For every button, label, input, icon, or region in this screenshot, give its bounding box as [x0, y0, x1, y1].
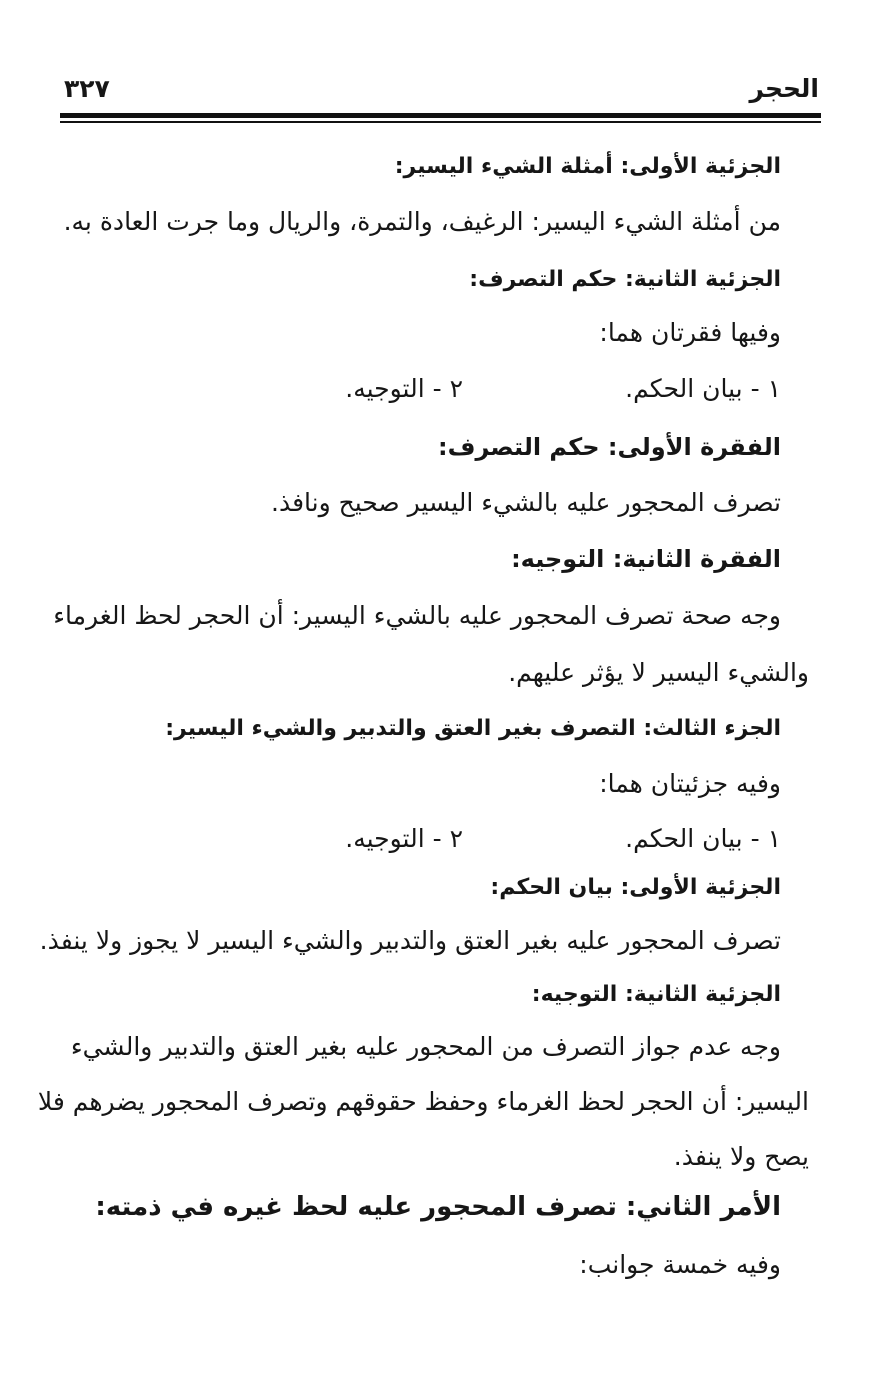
subheading-first-paragraph: الفقرة الأولى: حكم التصرف: — [437, 433, 781, 461]
subheading-third-part: الجزء الثالث: التصرف بغير العتق والتدبير والشيء اليسير: — [165, 716, 781, 741]
header-rule-thin — [60, 121, 821, 123]
paragraph-line: اليسير: أن الحجر لحظ الغرماء وحفظ حقوقهم وتصرف المحجور يضرهم فلا — [37, 1087, 809, 1116]
paragraph-line: والشيء اليسير لا يؤثر عليهم. — [508, 658, 809, 687]
subheading-ruling: الجزئية الثانية: حكم التصرف: — [469, 267, 781, 292]
running-header-title: الحجر — [749, 74, 819, 103]
list-item: ١ - بيان الحكم. — [625, 824, 781, 853]
paragraph-line: وجه عدم جواز التصرف من المحجور عليه بغير العتق والتدبير والشيء — [70, 1032, 781, 1061]
paragraph-line: من أمثلة الشيء اليسير: الرغيف، والتمرة، والريال وما جرت العادة به. — [63, 207, 781, 236]
paragraph-line: وفيه جزئيتان هما: — [599, 769, 781, 798]
subheading-ruling-statement: الجزئية الأولى: بيان الحكم: — [490, 875, 781, 900]
list-item: ٢ - التوجيه. — [345, 824, 463, 853]
section-heading-second-matter: الأمر الثاني: تصرف المحجور عليه لحظ غيره في ذمته: — [95, 1192, 781, 1222]
paragraph-line: وفيه خمسة جوانب: — [579, 1250, 781, 1279]
list-item: ١ - بيان الحكم. — [625, 374, 781, 403]
paragraph-line: تصرف المحجور عليه بغير العتق والتدبير والشيء اليسير لا يجوز ولا ينفذ. — [39, 926, 781, 955]
paragraph-line: وفيها فقرتان هما: — [599, 318, 781, 347]
paragraph-line: يصح ولا ينفذ. — [673, 1142, 809, 1171]
subheading-examples: الجزئية الأولى: أمثلة الشيء اليسير: — [394, 154, 781, 179]
subheading-second-paragraph: الفقرة الثانية: التوجيه: — [511, 545, 781, 573]
list-item: ٢ - التوجيه. — [345, 374, 463, 403]
header-rule-thick — [60, 113, 821, 118]
paragraph-line: تصرف المحجور عليه بالشيء اليسير صحيح ونافذ. — [271, 488, 781, 517]
subheading-reasoning: الجزئية الثانية: التوجيه: — [531, 982, 781, 1007]
page-number: ٣٢٧ — [64, 74, 110, 103]
paragraph-line: وجه صحة تصرف المحجور عليه بالشيء اليسير: أن الحجر لحظ الغرماء — [53, 601, 781, 630]
